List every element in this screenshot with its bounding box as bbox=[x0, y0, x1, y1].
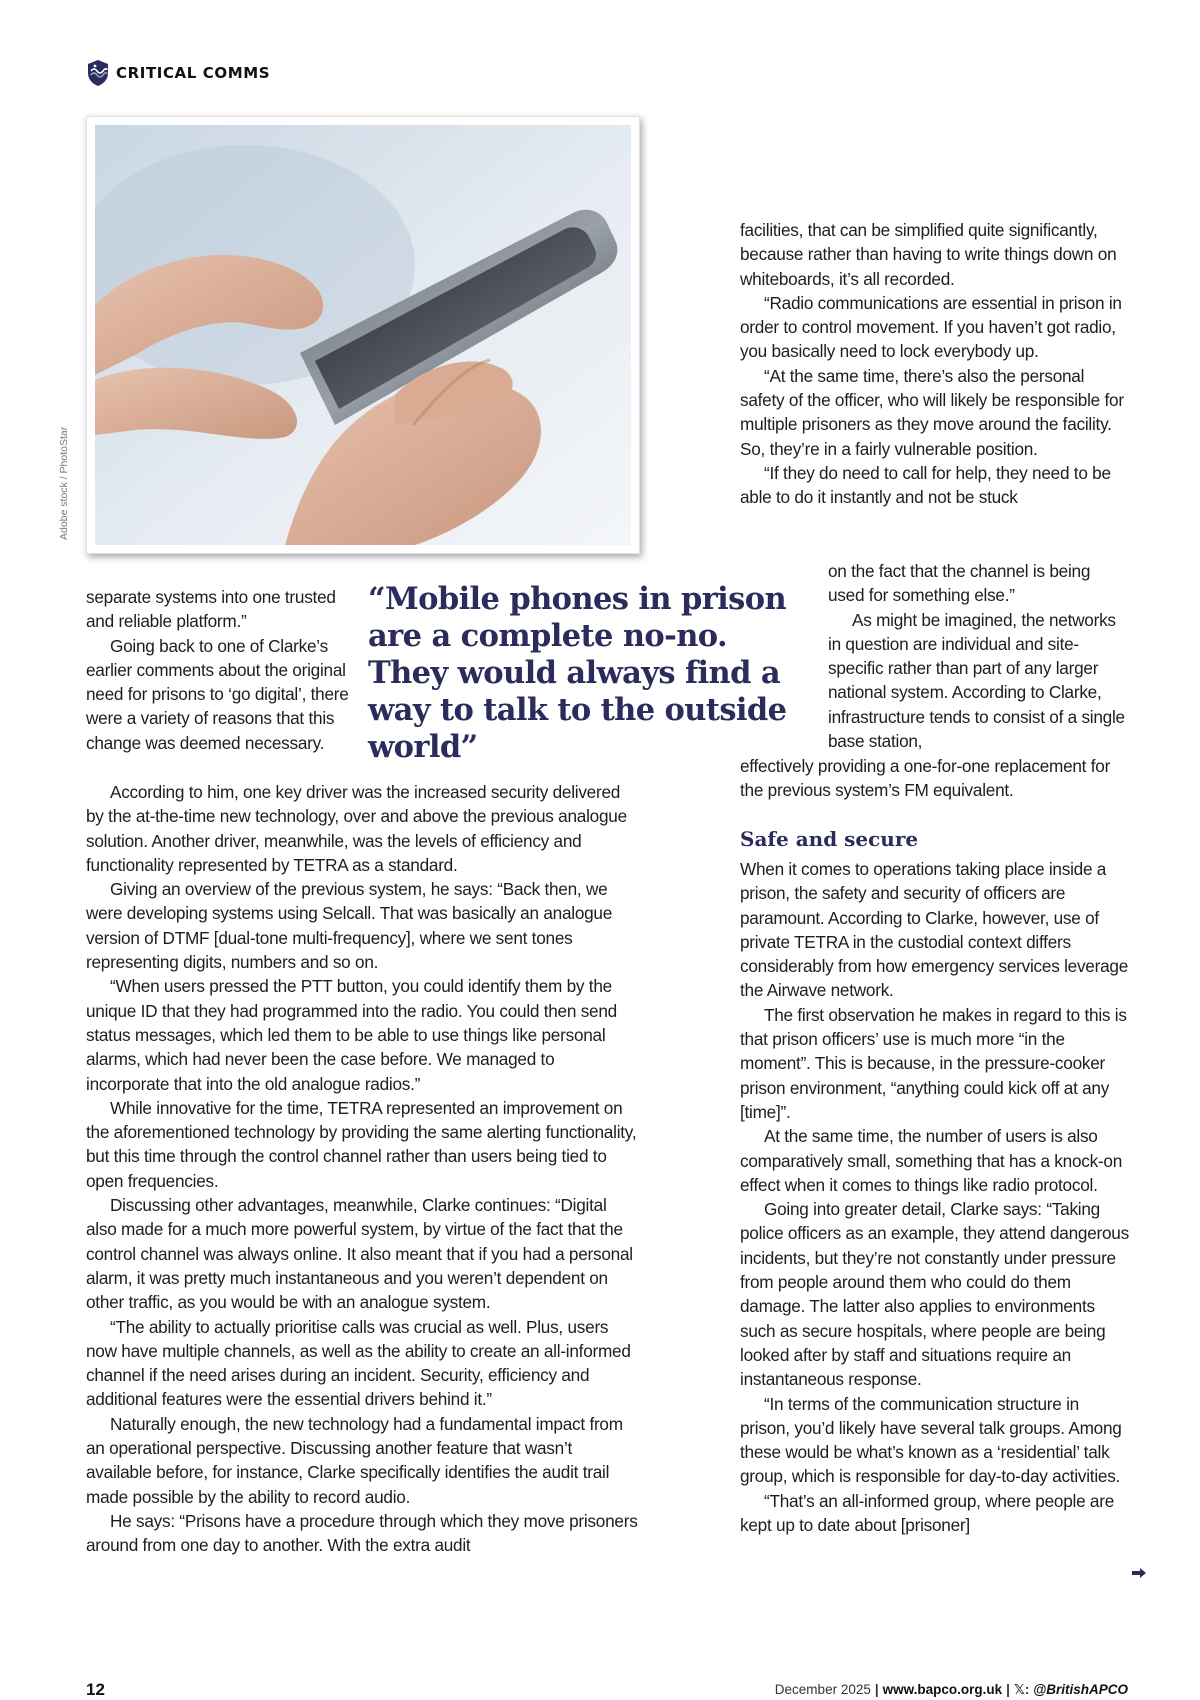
paragraph: Discussing other advantages, meanwhile, Clarke continues: “Digital also made for a much more powerful system, by virtue of the fact that the control channel was always online. It also meant that if you had a personal alarm, it was pretty much instantaneous and you weren’t dependent on other traffic, as you would be with an analogue system. bbox=[86, 1195, 633, 1313]
shield-logo-icon bbox=[86, 59, 110, 87]
paragraph: As might be imagined, the networks in question are individual and site-specific rather than part of any larger national system. According to Clarke, infrastructure tends to consist of a single base station, bbox=[828, 609, 1125, 752]
paragraph: Going back to one of Clarke’s earlier comments about the original need for prisons to ‘go digital’, there were a variety of reasons that this change was deemed necessary. bbox=[86, 635, 349, 753]
paragraph: “Radio communications are essential in prison in order to control movement. If you haven’t got radio, you basically need to lock everybody up. bbox=[740, 292, 1122, 362]
paragraph: According to him, one key driver was the increased security delivered by the at-the-time new technology, over and above the previous analogue solution. Another driver, meanwhile, was the levels of efficiency and functionality represented by TETRA as a standard. bbox=[86, 782, 627, 875]
paragraph: “At the same time, there’s also the personal safety of the officer, who will likely be responsible for multiple prisoners as they move around the facility. So, they’re in a fairly vulnerable position. bbox=[740, 365, 1124, 459]
issue-date: December 2025 bbox=[774, 1682, 871, 1697]
pull-quote: “Mobile phones in prison are a complete no-no. They would always find a way to talk to the outside world” bbox=[368, 581, 787, 765]
social-handle-link[interactable]: @BritishAPCO bbox=[1033, 1682, 1128, 1697]
right-column-continuation bbox=[740, 754, 1132, 803]
paragraph: When it comes to operations taking place inside a prison, the safety and security of officers are paramount. According to Clarke, however, use of private TETRA in the custodial context differs considerably from how emergency services leverage the Airwave network. bbox=[740, 859, 1129, 1001]
paragraph: Giving an overview of the previous system, he says: “Back then, we were developing systems using Selcall. That was basically an analogue version of DTMF [dual-tone multi-frequency], where we sent tones representing digits, numbers and so on. bbox=[86, 879, 613, 973]
paragraph: “When users pressed the PTT button, you could identify them by the unique ID that they had programmed into the radio. You could then send status messages, which led them to be able to use things like personal alarms, which had never been the case before. We managed to incorporate that into the old analogue radios.” bbox=[86, 976, 617, 1094]
paragraph: He says: “Prisons have a procedure through which they move prisoners around from one day to another. With the extra audit bbox=[86, 1510, 638, 1556]
paragraph: “In terms of the communication structure in prison, you’d likely have several talk groups. Among these would be what’s known as a ‘residential’ talk group, which is responsible for day-to-day activities. bbox=[740, 1393, 1122, 1487]
footer-info: December 2025 | www.bapco.org.uk | 𝕏: @BritishAPCO bbox=[774, 1682, 1128, 1697]
section-heading: Safe and secure bbox=[740, 827, 919, 851]
left-column-intro bbox=[86, 585, 356, 755]
hand-holding-smartphone-image bbox=[95, 125, 631, 545]
paragraph: “The ability to actually prioritise calls was crucial as well. Plus, users now have multiple channels, as well as the ability to create an all-informed channel if the need arises during an incident. Security, efficiency and additional features were the essential drivers behind it.” bbox=[86, 1316, 631, 1410]
paragraph: Naturally enough, the new technology had a fundamental impact from an operational perspective. Discussing another feature that wasn’t available before, for instance, Clarke specifically identifies the audit trail made possible by the ability to record audio. bbox=[86, 1413, 623, 1507]
paragraph: separate systems into one trusted and reliable platform.” bbox=[86, 587, 336, 632]
paragraph: on the fact that the channel is being used for something else.” bbox=[828, 561, 1091, 606]
paragraph: While innovative for the time, TETRA represented an improvement on the aforementioned technology by providing the same alerting functionality, but this time through the control channel rather than users being tied to open frequencies. bbox=[86, 1097, 637, 1191]
paragraph: effectively providing a one-for-one replacement for the previous system’s FM equivalent. bbox=[740, 756, 1111, 801]
paragraph: facilities, that can be simplified quite significantly, because rather than having to write things down on whiteboards, it’s all recorded. bbox=[740, 220, 1117, 289]
arrow-right-icon bbox=[1131, 1565, 1147, 1581]
paragraph: At the same time, the number of users is also comparatively small, something that has a knock-on effect when it comes to things like radio protocol. bbox=[740, 1126, 1123, 1195]
publication-title: CRITICAL COMMS bbox=[116, 64, 271, 82]
right-column-intro bbox=[740, 218, 1130, 510]
article-photo bbox=[86, 116, 640, 554]
left-column-body bbox=[86, 780, 641, 1558]
masthead bbox=[86, 58, 270, 88]
paragraph: The first observation he makes in regard to this is that prison officers’ use is much more “in the moment”. This is because, in the pressure-cooker prison environment, “anything could kick off at any [time]”. bbox=[740, 1004, 1127, 1122]
right-column-wrap bbox=[828, 559, 1128, 753]
photo-credit: Adobe stock / PhotoStar bbox=[58, 426, 70, 540]
x-social-icon: 𝕏: bbox=[1013, 1682, 1030, 1697]
paragraph: “That’s an all-informed group, where people are kept up to date about [prisoner] bbox=[740, 1490, 1115, 1536]
paragraph: Going into greater detail, Clarke says: “Taking police officers as an example, they attend dangerous incidents, but they’re not constantly under pressure from people around them who could do them damage. The latter also applies to environments such as secure hospitals, where people are being looked after by staff and situations require an instantaneous response. bbox=[740, 1199, 1129, 1390]
right-column-body bbox=[740, 857, 1132, 1537]
website-link[interactable]: www.bapco.org.uk bbox=[882, 1682, 1003, 1697]
page-number: 12 bbox=[86, 1680, 105, 1699]
paragraph: “If they do need to call for help, they need to be able to do it instantly and not be stuck bbox=[740, 462, 1111, 508]
